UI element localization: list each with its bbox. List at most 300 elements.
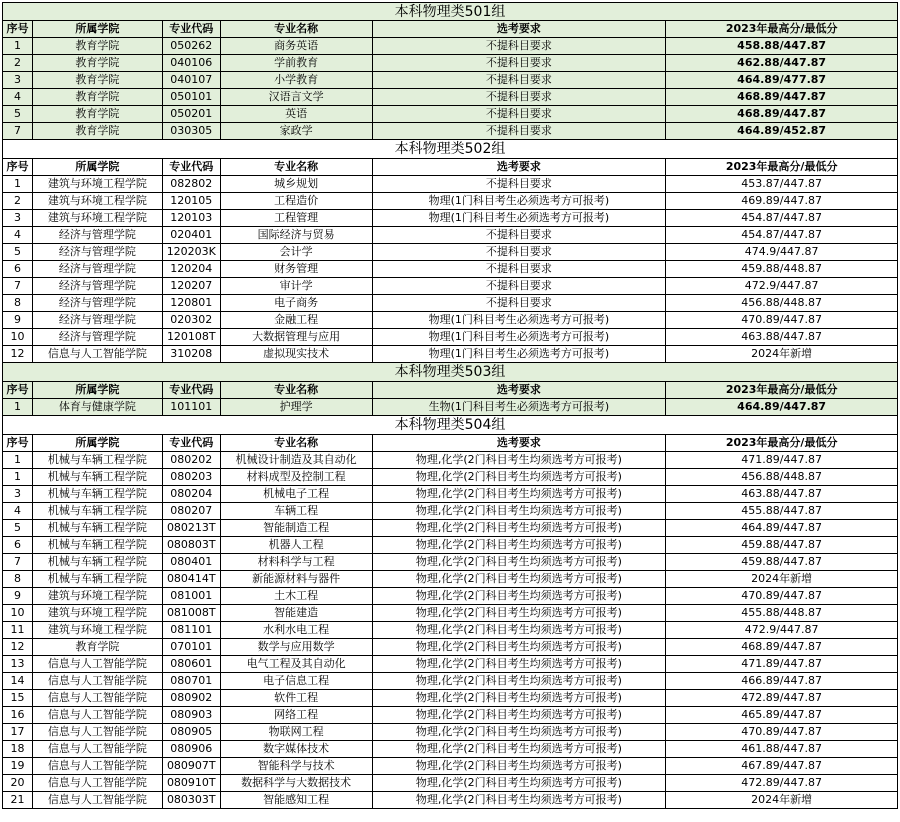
subject-requirement-cell: 物理,化学(2门科目考生均须选考方可报考) xyxy=(373,775,667,791)
seq-cell: 3 xyxy=(3,72,33,88)
table-row xyxy=(2,707,898,724)
major-code-cell: 310208 xyxy=(163,346,221,362)
score-2023-cell: 470.89/447.87 xyxy=(666,588,898,604)
major-name-cell: 金融工程 xyxy=(221,312,373,328)
major-name-cell: 家政学 xyxy=(221,123,373,139)
major-name-cell: 电气工程及其自动化 xyxy=(221,656,373,672)
college-cell: 建筑与环境工程学院 xyxy=(33,176,163,192)
college-header: 所属学院 xyxy=(33,435,163,451)
score-2023-cell: 468.89/447.87 xyxy=(666,639,898,655)
subject-requirement-cell: 不提科目要求 xyxy=(373,38,667,54)
major-code-header: 专业代码 xyxy=(163,21,221,37)
major-code-cell: 050262 xyxy=(163,38,221,54)
major-name-cell: 网络工程 xyxy=(221,707,373,723)
seq-cell: 6 xyxy=(3,537,33,553)
score-2023-cell: 458.88/447.87 xyxy=(666,38,898,54)
subject-requirement-cell: 物理,化学(2门科目考生均须选考方可报考) xyxy=(373,605,667,621)
score-2023-cell: 464.89/447.87 xyxy=(666,520,898,536)
table-row xyxy=(2,673,898,690)
subject-requirement-cell: 物理(1门科目考生必须选考方可报考) xyxy=(373,312,667,328)
college-cell: 建筑与环境工程学院 xyxy=(33,605,163,621)
score-2023-cell: 462.88/447.87 xyxy=(666,55,898,71)
major-code-cell: 020401 xyxy=(163,227,221,243)
major-name-cell: 商务英语 xyxy=(221,38,373,54)
major-code-cell: 080202 xyxy=(163,452,221,468)
major-name-header: 专业名称 xyxy=(221,382,373,398)
major-name-cell: 审计学 xyxy=(221,278,373,294)
college-cell: 建筑与环境工程学院 xyxy=(33,622,163,638)
major-name-cell: 智能制造工程 xyxy=(221,520,373,536)
major-name-cell: 汉语言文学 xyxy=(221,89,373,105)
table-row xyxy=(2,261,898,278)
college-cell: 信息与人工智能学院 xyxy=(33,775,163,791)
score-2023-cell: 454.87/447.87 xyxy=(666,227,898,243)
college-cell: 信息与人工智能学院 xyxy=(33,758,163,774)
score-2023-header: 2023年最高分/最低分 xyxy=(666,382,898,398)
subject-requirement-cell: 不提科目要求 xyxy=(373,244,667,260)
table-header-row xyxy=(2,435,898,452)
major-name-header: 专业名称 xyxy=(221,435,373,451)
subject-requirement-header: 选考要求 xyxy=(373,21,667,37)
score-2023-cell: 464.89/447.87 xyxy=(666,399,898,415)
college-cell: 机械与车辆工程学院 xyxy=(33,486,163,502)
subject-requirement-cell: 生物(1门科目考生必须选考方可报考) xyxy=(373,399,667,415)
college-cell: 经济与管理学院 xyxy=(33,329,163,345)
college-cell: 机械与车辆工程学院 xyxy=(33,469,163,485)
major-code-header: 专业代码 xyxy=(163,159,221,175)
college-cell: 机械与车辆工程学院 xyxy=(33,537,163,553)
seq-cell: 5 xyxy=(3,520,33,536)
table-row xyxy=(2,123,898,140)
table-row xyxy=(2,622,898,639)
score-2023-cell: 456.88/448.87 xyxy=(666,295,898,311)
college-cell: 经济与管理学院 xyxy=(33,312,163,328)
seq-cell: 9 xyxy=(3,588,33,604)
subject-requirement-cell: 不提科目要求 xyxy=(373,55,667,71)
subject-requirement-cell: 不提科目要求 xyxy=(373,72,667,88)
table-row xyxy=(2,741,898,758)
major-code-cell: 080701 xyxy=(163,673,221,689)
score-2023-header: 2023年最高分/最低分 xyxy=(666,435,898,451)
subject-requirement-cell: 物理,化学(2门科目考生均须选考方可报考) xyxy=(373,741,667,757)
major-code-cell: 120801 xyxy=(163,295,221,311)
subject-requirement-cell: 不提科目要求 xyxy=(373,261,667,277)
seq-cell: 20 xyxy=(3,775,33,791)
admission-score-sheet xyxy=(2,2,898,809)
subject-requirement-cell: 不提科目要求 xyxy=(373,295,667,311)
major-code-cell: 080902 xyxy=(163,690,221,706)
seq-cell: 7 xyxy=(3,123,33,139)
score-2023-cell: 459.88/447.87 xyxy=(666,554,898,570)
major-name-cell: 机械设计制造及其自动化 xyxy=(221,452,373,468)
table-row xyxy=(2,89,898,106)
college-cell: 经济与管理学院 xyxy=(33,278,163,294)
score-2023-cell: 455.88/448.87 xyxy=(666,605,898,621)
major-code-cell: 120103 xyxy=(163,210,221,226)
seq-cell: 1 xyxy=(3,452,33,468)
major-code-header: 专业代码 xyxy=(163,382,221,398)
major-name-header: 专业名称 xyxy=(221,159,373,175)
college-cell: 信息与人工智能学院 xyxy=(33,346,163,362)
seq-cell: 4 xyxy=(3,227,33,243)
seq-cell: 7 xyxy=(3,278,33,294)
major-name-cell: 小学教育 xyxy=(221,72,373,88)
table-row xyxy=(2,176,898,193)
score-2023-cell: 467.89/447.87 xyxy=(666,758,898,774)
seq-cell: 5 xyxy=(3,106,33,122)
score-2023-cell: 471.89/447.87 xyxy=(666,452,898,468)
seq-cell: 10 xyxy=(3,329,33,345)
major-code-cell: 120105 xyxy=(163,193,221,209)
score-2023-cell: 2024年新增 xyxy=(666,571,898,587)
major-code-cell: 080414T xyxy=(163,571,221,587)
score-2023-cell: 453.87/447.87 xyxy=(666,176,898,192)
college-cell: 建筑与环境工程学院 xyxy=(33,193,163,209)
seq-cell: 1 xyxy=(3,38,33,54)
college-cell: 经济与管理学院 xyxy=(33,244,163,260)
major-code-cell: 080213T xyxy=(163,520,221,536)
table-row xyxy=(2,244,898,261)
major-name-cell: 电子信息工程 xyxy=(221,673,373,689)
score-2023-cell: 471.89/447.87 xyxy=(666,656,898,672)
college-cell: 信息与人工智能学院 xyxy=(33,690,163,706)
seq-cell: 8 xyxy=(3,295,33,311)
college-cell: 教育学院 xyxy=(33,72,163,88)
major-name-cell: 财务管理 xyxy=(221,261,373,277)
seq-cell: 16 xyxy=(3,707,33,723)
seq-cell: 3 xyxy=(3,486,33,502)
major-code-cell: 080601 xyxy=(163,656,221,672)
table-row xyxy=(2,106,898,123)
score-2023-cell: 474.9/447.87 xyxy=(666,244,898,260)
subject-requirement-cell: 物理,化学(2门科目考生均须选考方可报考) xyxy=(373,639,667,655)
major-code-header: 专业代码 xyxy=(163,435,221,451)
major-code-cell: 120203K xyxy=(163,244,221,260)
table-row xyxy=(2,758,898,775)
seq-header: 序号 xyxy=(3,382,33,398)
major-name-cell: 新能源材料与器件 xyxy=(221,571,373,587)
seq-cell: 12 xyxy=(3,346,33,362)
table-row xyxy=(2,724,898,741)
college-cell: 教育学院 xyxy=(33,89,163,105)
subject-requirement-cell: 物理,化学(2门科目考生均须选考方可报考) xyxy=(373,792,667,808)
group-title: 本科物理类503组 xyxy=(2,363,898,382)
score-2023-cell: 2024年新增 xyxy=(666,346,898,362)
major-code-cell: 081001 xyxy=(163,588,221,604)
score-2023-cell: 472.9/447.87 xyxy=(666,278,898,294)
major-name-cell: 物联网工程 xyxy=(221,724,373,740)
subject-requirement-cell: 不提科目要求 xyxy=(373,176,667,192)
college-cell: 信息与人工智能学院 xyxy=(33,707,163,723)
major-name-cell: 车辆工程 xyxy=(221,503,373,519)
subject-requirement-cell: 不提科目要求 xyxy=(373,106,667,122)
college-cell: 信息与人工智能学院 xyxy=(33,656,163,672)
college-header: 所属学院 xyxy=(33,159,163,175)
seq-cell: 4 xyxy=(3,89,33,105)
group-title: 本科物理类501组 xyxy=(2,2,898,21)
seq-cell: 9 xyxy=(3,312,33,328)
score-2023-cell: 459.88/448.87 xyxy=(666,261,898,277)
score-2023-cell: 455.88/447.87 xyxy=(666,503,898,519)
seq-cell: 1 xyxy=(3,176,33,192)
seq-cell: 11 xyxy=(3,622,33,638)
seq-cell: 6 xyxy=(3,261,33,277)
major-code-cell: 081008T xyxy=(163,605,221,621)
subject-requirement-cell: 物理,化学(2门科目考生均须选考方可报考) xyxy=(373,486,667,502)
college-cell: 信息与人工智能学院 xyxy=(33,673,163,689)
table-row xyxy=(2,554,898,571)
score-2023-cell: 472.89/447.87 xyxy=(666,775,898,791)
seq-header: 序号 xyxy=(3,435,33,451)
table-row xyxy=(2,537,898,554)
score-2023-cell: 472.9/447.87 xyxy=(666,622,898,638)
subject-requirement-cell: 不提科目要求 xyxy=(373,89,667,105)
major-code-cell: 030305 xyxy=(163,123,221,139)
college-cell: 信息与人工智能学院 xyxy=(33,741,163,757)
subject-requirement-cell: 物理,化学(2门科目考生均须选考方可报考) xyxy=(373,520,667,536)
table-row xyxy=(2,486,898,503)
major-name-cell: 机器人工程 xyxy=(221,537,373,553)
score-2023-cell: 469.89/447.87 xyxy=(666,193,898,209)
score-2023-cell: 459.88/447.87 xyxy=(666,537,898,553)
table-row xyxy=(2,520,898,537)
subject-requirement-header: 选考要求 xyxy=(373,435,667,451)
major-code-cell: 081101 xyxy=(163,622,221,638)
major-name-cell: 材料成型及控制工程 xyxy=(221,469,373,485)
college-cell: 教育学院 xyxy=(33,55,163,71)
table-row xyxy=(2,690,898,707)
subject-requirement-cell: 物理,化学(2门科目考生均须选考方可报考) xyxy=(373,758,667,774)
table-row xyxy=(2,210,898,227)
major-code-cell: 080905 xyxy=(163,724,221,740)
major-code-cell: 080803T xyxy=(163,537,221,553)
seq-cell: 12 xyxy=(3,639,33,655)
seq-cell: 7 xyxy=(3,554,33,570)
table-header-row xyxy=(2,159,898,176)
group-title: 本科物理类502组 xyxy=(2,140,898,159)
table-row xyxy=(2,588,898,605)
college-header: 所属学院 xyxy=(33,21,163,37)
subject-requirement-cell: 不提科目要求 xyxy=(373,278,667,294)
seq-cell: 4 xyxy=(3,503,33,519)
college-cell: 教育学院 xyxy=(33,123,163,139)
subject-requirement-cell: 物理,化学(2门科目考生均须选考方可报考) xyxy=(373,673,667,689)
major-code-cell: 120108T xyxy=(163,329,221,345)
score-2023-cell: 472.89/447.87 xyxy=(666,690,898,706)
college-cell: 教育学院 xyxy=(33,639,163,655)
score-2023-cell: 456.88/448.87 xyxy=(666,469,898,485)
subject-requirement-cell: 物理,化学(2门科目考生均须选考方可报考) xyxy=(373,537,667,553)
major-code-cell: 050201 xyxy=(163,106,221,122)
score-2023-cell: 464.89/477.87 xyxy=(666,72,898,88)
table-row xyxy=(2,775,898,792)
major-name-cell: 材料科学与工程 xyxy=(221,554,373,570)
major-code-cell: 082802 xyxy=(163,176,221,192)
table-row xyxy=(2,55,898,72)
seq-cell: 21 xyxy=(3,792,33,808)
major-code-cell: 080204 xyxy=(163,486,221,502)
college-cell: 机械与车辆工程学院 xyxy=(33,452,163,468)
subject-requirement-cell: 物理,化学(2门科目考生均须选考方可报考) xyxy=(373,469,667,485)
table-row xyxy=(2,605,898,622)
table-row xyxy=(2,346,898,363)
major-name-cell: 机械电子工程 xyxy=(221,486,373,502)
table-row xyxy=(2,792,898,809)
seq-cell: 2 xyxy=(3,55,33,71)
major-name-cell: 工程管理 xyxy=(221,210,373,226)
score-2023-cell: 468.89/447.87 xyxy=(666,106,898,122)
subject-requirement-cell: 物理,化学(2门科目考生均须选考方可报考) xyxy=(373,588,667,604)
subject-requirement-cell: 物理,化学(2门科目考生均须选考方可报考) xyxy=(373,503,667,519)
seq-cell: 13 xyxy=(3,656,33,672)
major-code-cell: 080910T xyxy=(163,775,221,791)
major-code-cell: 040106 xyxy=(163,55,221,71)
major-name-cell: 智能感知工程 xyxy=(221,792,373,808)
seq-cell: 17 xyxy=(3,724,33,740)
score-2023-cell: 454.87/447.87 xyxy=(666,210,898,226)
table-row xyxy=(2,38,898,55)
table-row xyxy=(2,469,898,486)
seq-cell: 3 xyxy=(3,210,33,226)
major-name-cell: 土木工程 xyxy=(221,588,373,604)
score-2023-cell: 470.89/447.87 xyxy=(666,312,898,328)
major-code-cell: 080907T xyxy=(163,758,221,774)
subject-requirement-cell: 物理(1门科目考生必须选考方可报考) xyxy=(373,193,667,209)
seq-cell: 18 xyxy=(3,741,33,757)
college-cell: 信息与人工智能学院 xyxy=(33,724,163,740)
table-row xyxy=(2,656,898,673)
college-cell: 教育学院 xyxy=(33,106,163,122)
score-2023-cell: 464.89/452.87 xyxy=(666,123,898,139)
seq-cell: 5 xyxy=(3,244,33,260)
major-name-cell: 护理学 xyxy=(221,399,373,415)
score-2023-cell: 468.89/447.87 xyxy=(666,89,898,105)
score-2023-cell: 465.89/447.87 xyxy=(666,707,898,723)
major-name-cell: 国际经济与贸易 xyxy=(221,227,373,243)
subject-requirement-cell: 物理(1门科目考生必须选考方可报考) xyxy=(373,329,667,345)
major-name-cell: 学前教育 xyxy=(221,55,373,71)
subject-requirement-header: 选考要求 xyxy=(373,382,667,398)
college-cell: 机械与车辆工程学院 xyxy=(33,520,163,536)
college-cell: 经济与管理学院 xyxy=(33,295,163,311)
major-name-cell: 数学与应用数学 xyxy=(221,639,373,655)
major-name-cell: 工程造价 xyxy=(221,193,373,209)
major-code-cell: 050101 xyxy=(163,89,221,105)
score-2023-cell: 463.88/447.87 xyxy=(666,486,898,502)
seq-cell: 1 xyxy=(3,399,33,415)
score-2023-cell: 466.89/447.87 xyxy=(666,673,898,689)
college-cell: 经济与管理学院 xyxy=(33,261,163,277)
seq-cell: 8 xyxy=(3,571,33,587)
college-cell: 信息与人工智能学院 xyxy=(33,792,163,808)
college-cell: 建筑与环境工程学院 xyxy=(33,588,163,604)
major-code-cell: 120207 xyxy=(163,278,221,294)
table-row xyxy=(2,452,898,469)
subject-requirement-cell: 物理,化学(2门科目考生均须选考方可报考) xyxy=(373,690,667,706)
major-name-cell: 会计学 xyxy=(221,244,373,260)
table-row xyxy=(2,329,898,346)
major-code-cell: 020302 xyxy=(163,312,221,328)
subject-requirement-cell: 物理,化学(2门科目考生均须选考方可报考) xyxy=(373,554,667,570)
major-name-cell: 英语 xyxy=(221,106,373,122)
seq-cell: 14 xyxy=(3,673,33,689)
table-row xyxy=(2,399,898,416)
major-code-cell: 101101 xyxy=(163,399,221,415)
subject-requirement-cell: 物理,化学(2门科目考生均须选考方可报考) xyxy=(373,622,667,638)
major-code-cell: 040107 xyxy=(163,72,221,88)
major-name-cell: 数字媒体技术 xyxy=(221,741,373,757)
table-header-row xyxy=(2,382,898,399)
major-code-cell: 080207 xyxy=(163,503,221,519)
seq-cell: 15 xyxy=(3,690,33,706)
subject-requirement-cell: 物理(1门科目考生必须选考方可报考) xyxy=(373,210,667,226)
subject-requirement-cell: 物理,化学(2门科目考生均须选考方可报考) xyxy=(373,571,667,587)
major-code-cell: 080303T xyxy=(163,792,221,808)
score-2023-cell: 470.89/447.87 xyxy=(666,724,898,740)
seq-cell: 19 xyxy=(3,758,33,774)
table-row xyxy=(2,193,898,210)
seq-cell: 10 xyxy=(3,605,33,621)
table-row xyxy=(2,503,898,520)
table-row xyxy=(2,72,898,89)
table-row xyxy=(2,278,898,295)
major-name-cell: 智能科学与技术 xyxy=(221,758,373,774)
seq-header: 序号 xyxy=(3,21,33,37)
college-cell: 机械与车辆工程学院 xyxy=(33,503,163,519)
major-code-cell: 120204 xyxy=(163,261,221,277)
seq-cell: 2 xyxy=(3,193,33,209)
subject-requirement-cell: 不提科目要求 xyxy=(373,227,667,243)
major-name-header: 专业名称 xyxy=(221,21,373,37)
table-row xyxy=(2,639,898,656)
table-header-row xyxy=(2,21,898,38)
seq-cell: 1 xyxy=(3,469,33,485)
major-name-cell: 虚拟现实技术 xyxy=(221,346,373,362)
table-row xyxy=(2,295,898,312)
table-row xyxy=(2,312,898,329)
major-code-cell: 080401 xyxy=(163,554,221,570)
subject-requirement-cell: 不提科目要求 xyxy=(373,123,667,139)
major-name-cell: 电子商务 xyxy=(221,295,373,311)
major-name-cell: 大数据管理与应用 xyxy=(221,329,373,345)
college-cell: 经济与管理学院 xyxy=(33,227,163,243)
subject-requirement-cell: 物理,化学(2门科目考生均须选考方可报考) xyxy=(373,656,667,672)
subject-requirement-cell: 物理(1门科目考生必须选考方可报考) xyxy=(373,346,667,362)
major-code-cell: 080903 xyxy=(163,707,221,723)
group-title: 本科物理类504组 xyxy=(2,416,898,435)
subject-requirement-cell: 物理,化学(2门科目考生均须选考方可报考) xyxy=(373,452,667,468)
college-cell: 建筑与环境工程学院 xyxy=(33,210,163,226)
college-header: 所属学院 xyxy=(33,382,163,398)
major-name-cell: 水利水电工程 xyxy=(221,622,373,638)
score-2023-cell: 461.88/447.87 xyxy=(666,741,898,757)
score-2023-header: 2023年最高分/最低分 xyxy=(666,159,898,175)
subject-requirement-cell: 物理,化学(2门科目考生均须选考方可报考) xyxy=(373,724,667,740)
college-cell: 机械与车辆工程学院 xyxy=(33,571,163,587)
major-code-cell: 070101 xyxy=(163,639,221,655)
major-name-cell: 软件工程 xyxy=(221,690,373,706)
major-name-cell: 数据科学与大数据技术 xyxy=(221,775,373,791)
score-2023-cell: 2024年新增 xyxy=(666,792,898,808)
college-cell: 机械与车辆工程学院 xyxy=(33,554,163,570)
college-cell: 教育学院 xyxy=(33,38,163,54)
subject-requirement-cell: 物理,化学(2门科目考生均须选考方可报考) xyxy=(373,707,667,723)
major-name-cell: 城乡规划 xyxy=(221,176,373,192)
major-code-cell: 080906 xyxy=(163,741,221,757)
table-row xyxy=(2,571,898,588)
college-cell: 体育与健康学院 xyxy=(33,399,163,415)
table-row xyxy=(2,227,898,244)
